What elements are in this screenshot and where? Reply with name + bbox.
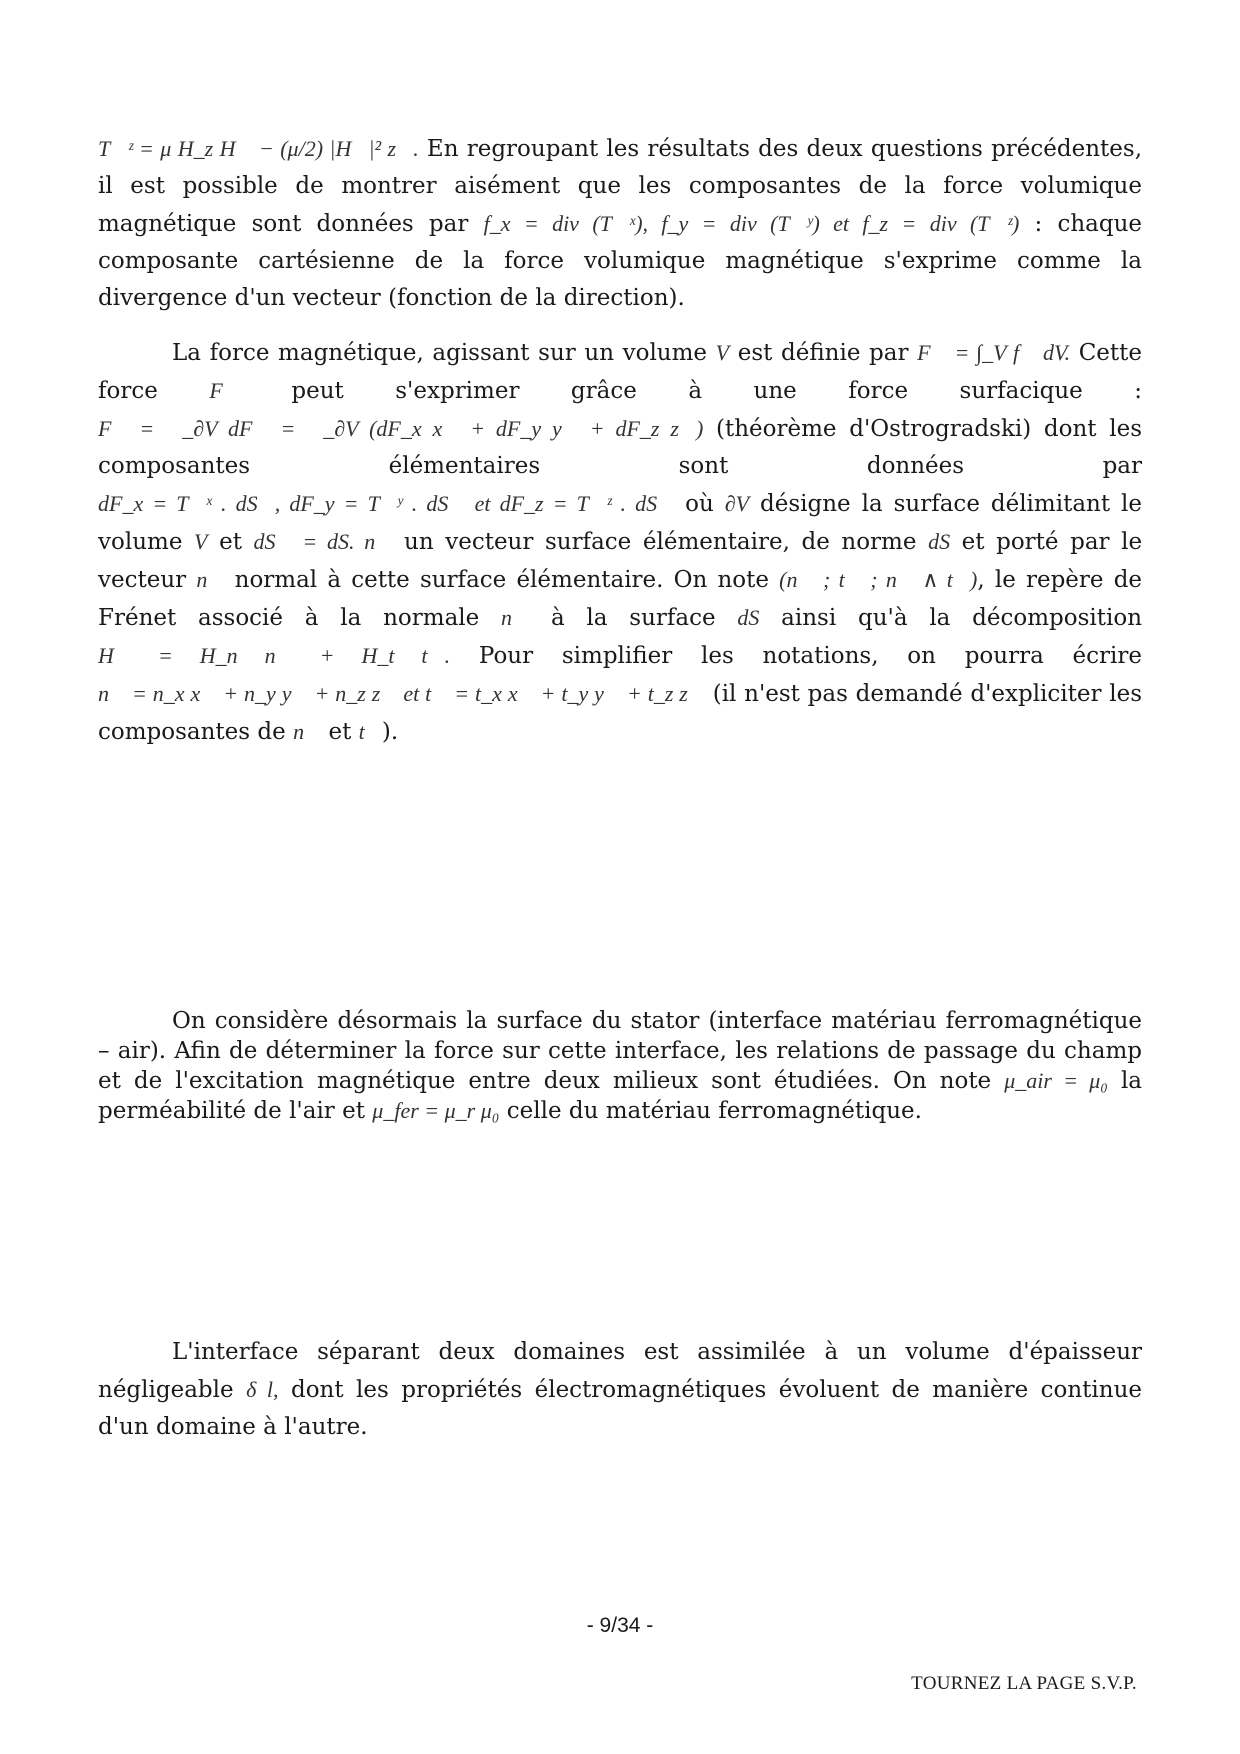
equation: F⃗ bbox=[209, 378, 240, 403]
text: la perméabilité de l'air et bbox=[98, 1068, 1143, 1124]
text: Pour simplifier les notations, on pourra écrire bbox=[478, 643, 1142, 669]
equation-t-z: T⃗ᶻ = μ H_z H⃗ − (μ/2) |H⃗|² z⃗. bbox=[98, 136, 419, 161]
equation: dS⃗ = dS. n⃗ bbox=[253, 529, 393, 554]
question-q11 bbox=[136, 806, 1142, 844]
text: peut s'exprimer grâce à une force surfacique : bbox=[291, 378, 1142, 404]
equation: H⃗ = H_n n⃗ + H_t t⃗. bbox=[98, 643, 451, 668]
text: celle du matériau ferromagnétique. bbox=[506, 1098, 922, 1124]
text: ). bbox=[381, 719, 399, 745]
text: et porté par le vecteur bbox=[98, 529, 1143, 593]
text: (il n'est pas demandé d'expliciter les composantes de bbox=[98, 681, 1142, 745]
text: désigne la surface délimitant le volume bbox=[98, 491, 1142, 555]
turn-page-notice: TOURNEZ LA PAGE S.V.P. bbox=[911, 1673, 1137, 1694]
equation: n⃗ = n_x x⃗ + n_y y⃗ + n_z z⃗ et t⃗ = t_x x⃗ + t_y y⃗ + t_z z⃗ bbox=[98, 681, 705, 706]
equation: μ_fer = μ_r μ₀ bbox=[372, 1098, 500, 1123]
equation: V bbox=[194, 529, 208, 554]
text: un vecteur surface élémentaire, de norme bbox=[404, 529, 917, 555]
text: à la surface bbox=[550, 605, 716, 631]
paragraph-text: : chaque composante cartésienne de la force volumique magnétique s'exprime comme la divergence d'un vecteur (fonction de la direction). bbox=[98, 211, 1143, 311]
equation: (n⃗ ; t⃗ ; n⃗ ∧ t⃗) bbox=[779, 567, 978, 592]
equation: t⃗ bbox=[358, 719, 382, 744]
equation-force-components: f_x = div (T⃗ˣ), f_y = div (T⃗ʸ) et f_z = div (T⃗ᶻ) bbox=[483, 211, 1020, 236]
text: et bbox=[328, 719, 352, 745]
equation: V bbox=[715, 340, 730, 365]
text: est définie par bbox=[737, 340, 909, 366]
text: On considère désormais la surface du stator (interface matériau ferromagnétique – air). Afin de déterminer la force sur cette interface, les relations de passage du champ et de l'excitation magnétique entre deux milieux sont étudiées. On note bbox=[98, 1008, 1142, 1094]
equation: dS bbox=[928, 529, 951, 554]
equation: n⃗ bbox=[293, 719, 322, 744]
equation: μ_air = μ₀ bbox=[1004, 1068, 1108, 1093]
text: Cette force bbox=[98, 340, 1142, 404]
paragraph-text: En regroupant les résultats des deux questions précédentes, il est possible de montrer aisément que les composantes de la force volumique magnétique sont données par bbox=[98, 136, 1143, 237]
text: normal à cette surface élémentaire. On note bbox=[234, 567, 769, 593]
equation-force-integral: F⃗ = ∫_V f⃗ dV. bbox=[917, 340, 1071, 365]
equation: n⃗ bbox=[501, 605, 530, 630]
text: (théorème d'Ostrogradski) dont les composantes élémentaires sont données par bbox=[98, 416, 1142, 479]
equation: δ l, bbox=[246, 1377, 279, 1402]
text: où bbox=[685, 491, 714, 517]
text: dont les propriétés électromagnétiques évoluent de manière continue d'un domaine à l'autre. bbox=[98, 1377, 1143, 1440]
page-number: - 9/34 - bbox=[586, 1614, 654, 1637]
paragraph-1 bbox=[98, 130, 1142, 317]
equation-surface-integral: F⃗ = ∮_∂V dF⃗ = ∮_∂V (dF_x x⃗ + dF_y y⃗ + dF_z z⃗) bbox=[98, 416, 704, 441]
equation: ∂V bbox=[724, 491, 750, 516]
text: , le repère de Frénet associé à la normale bbox=[98, 567, 1143, 631]
text: ainsi qu'à la décomposition bbox=[781, 605, 1143, 631]
text: La force magnétique, agissant sur un volume bbox=[172, 340, 708, 366]
equation: n⃗ bbox=[196, 567, 225, 592]
question-q12 bbox=[136, 1160, 1142, 1198]
paragraph-2 bbox=[98, 334, 1142, 751]
equation: dF_x = T⃗ˣ . dS⃗ bbox=[98, 491, 275, 516]
paragraph-4 bbox=[98, 1334, 1142, 1446]
equation: dS bbox=[737, 605, 760, 630]
paragraph-3 bbox=[98, 1006, 1142, 1126]
text: et bbox=[219, 529, 242, 555]
text: L'interface séparant deux domaines est assimilée à un volume d'épaisseur négligeable bbox=[98, 1339, 1142, 1403]
equation: , dF_y = T⃗ʸ . dS⃗ et dF_z = T⃗ᶻ . dS⃗ bbox=[274, 491, 675, 516]
